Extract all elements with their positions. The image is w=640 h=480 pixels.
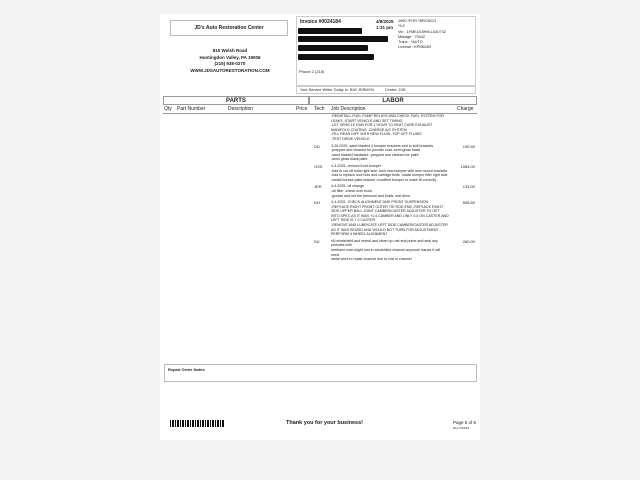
labor-job bbox=[331, 184, 449, 198]
col-description: Description bbox=[228, 106, 254, 112]
job-line: -install license plate bracket -modified bumper to make fit correctly bbox=[331, 177, 437, 182]
labor-job bbox=[331, 200, 449, 237]
shop-city: Huntingdon Valley, PA 19006 bbox=[199, 54, 261, 60]
job-line: -REPLACE RIGHT FRONT OUTER TIE ROD END -REPLACE RIGHT SIDE UPPER BALL JOINT CAMBER/CASTER ADJUSTER TO GET INTO SPEC AS IT WAS +1.4 CAMBER AND ONLY 0.5 ON CASTER AND LEFT SIDE IS 7.2 CASTER bbox=[331, 204, 449, 223]
service-writer: Your Service Writer Today Is: RAY JERMYN bbox=[300, 88, 374, 92]
redaction-bar bbox=[298, 54, 374, 60]
col-charge: Charge bbox=[457, 106, 474, 112]
job-tech: GSS bbox=[314, 164, 323, 169]
col-part-number: Part Number bbox=[177, 106, 206, 112]
invoice-time: 1:31 pm bbox=[376, 25, 394, 30]
job-charge: 260.00 bbox=[462, 239, 475, 244]
col-price: Price bbox=[296, 106, 308, 112]
job-tech: SU bbox=[314, 239, 320, 244]
labor-job bbox=[331, 114, 449, 142]
redaction-bar bbox=[298, 28, 362, 34]
job-line: 4-4-2025 -CHECK ALIGNMENT AND FRONT SUSPENSION bbox=[331, 200, 429, 205]
labor-job bbox=[331, 239, 449, 262]
job-line: -sand blasted hardware -prepped and cleaned for paint bbox=[331, 152, 419, 157]
vehicle-title: 1990 *FOR *BRONCO bbox=[398, 19, 437, 23]
col-qty: Qty bbox=[164, 106, 172, 112]
col-tech: Tech bbox=[314, 106, 325, 112]
labor-header: LABOR bbox=[309, 96, 477, 105]
shop-name: JD's Auto Restoration Center bbox=[170, 20, 288, 36]
service-writer-row bbox=[296, 86, 476, 94]
page-number-block bbox=[453, 420, 476, 431]
shop-address: 810 Welsh Road bbox=[212, 48, 248, 53]
job-line: 4-3-2025 -remove front bumper bbox=[331, 163, 381, 168]
job-tech: JER bbox=[314, 184, 322, 189]
invoice-datetime bbox=[376, 19, 394, 31]
job-line: -REMOVE AND LUBRICATE LEFT SIDE CAMBER/CASTER ADJUSTER AS IT WAS SEIZED AND WOULD NOT TURN FOR ADJUSTMENT -PERFORM 4 WHEEL ALIGNMENT bbox=[331, 223, 448, 237]
barcode bbox=[170, 420, 224, 427]
job-line: metal work to repair channel due to rust in channel bbox=[331, 257, 412, 262]
job-charge: 195.50 bbox=[462, 144, 475, 149]
shop-website: WWW.JDSAUTORESTORATION.COM bbox=[190, 67, 270, 73]
job-line: -had to cut off bolts right side -built new bumper with new mount brackets bbox=[331, 168, 448, 173]
vehicle-trans: Trans : *AUTO bbox=[398, 40, 423, 45]
job-line: -grease and set tire pressure and fluids -test drive bbox=[331, 193, 411, 198]
labor-job bbox=[331, 144, 449, 162]
job-line: -had to replace lock nuts and carriage bolts -install bumper filler right side bbox=[331, 173, 448, 178]
labor-job-list bbox=[331, 114, 449, 264]
job-line: -oil filter -check over truck bbox=[331, 188, 372, 193]
revision: Rev 3/19/19 bbox=[453, 425, 470, 430]
job-line: -FILL REAR DIFF WITH NEW FLUID -TOP OFF FLUIDS bbox=[331, 132, 422, 137]
invoice-date: 4/9/2025 bbox=[376, 19, 394, 24]
vehicle-engine: *5.0 bbox=[398, 24, 405, 29]
vehicle-mileage: Mileage : 70442 bbox=[398, 34, 426, 39]
labor-job bbox=[331, 164, 449, 182]
job-tech: DD bbox=[314, 144, 320, 149]
col-job-description: Job Description bbox=[331, 106, 366, 112]
job-line: 4-4-2025 -oil change bbox=[331, 184, 364, 189]
shop-address-block bbox=[180, 48, 280, 74]
job-line: -semi gloss black paint bbox=[331, 157, 368, 162]
service-center: Center: JOE bbox=[384, 88, 406, 92]
job-line: r&i windshield and reseal and clean up rust and prime and seal any pinholes with bbox=[331, 238, 438, 248]
repair-order-notes: Repair Order Notes bbox=[164, 364, 477, 382]
vehicle-info bbox=[398, 19, 476, 51]
job-charge: 598.50 bbox=[462, 200, 475, 205]
job-line: -TEST DRIVE VEHICLE bbox=[331, 136, 370, 141]
shop-phone: (215) 938-0270 bbox=[214, 61, 246, 66]
vehicle-vin: Vin : 1FMEU15H9LLA40732 bbox=[398, 29, 446, 34]
job-line: -REINSTALL FUEL PUMP RELAYS AND CHECK FUEL SYSTEM FOR LEAKS -START VEHICLE AND SET TIMING bbox=[331, 114, 445, 123]
invoice-number: Invoice #0024184 bbox=[300, 19, 341, 25]
page-number: Page 5 of 6 bbox=[453, 420, 477, 425]
parts-header: PARTS bbox=[163, 96, 309, 105]
redaction-bar bbox=[298, 45, 368, 51]
thank-you-message: Thank you for your business! bbox=[286, 420, 364, 426]
job-charge: 1084.00 bbox=[460, 164, 475, 169]
vehicle-license: License : KPM6269 bbox=[398, 45, 431, 50]
job-tech: DH bbox=[314, 200, 320, 205]
redaction-bar bbox=[298, 36, 388, 42]
job-line: urethane note-slight rust in windshield channel-anymore issues it will need bbox=[331, 248, 441, 257]
customer-phone2: Phone 2 (215) bbox=[299, 69, 325, 74]
job-line: -prepped and cleaned for powder coat -semi gloss black bbox=[331, 148, 421, 153]
job-line: 3-29-2025 -sand blasted 4 bumper brackets and to bolt brackets bbox=[331, 143, 434, 148]
job-charge: 133.00 bbox=[462, 184, 475, 189]
job-line: -LET VEHICLE RUN FOR 1 HOUR TO HEAT CURE EXHAUST MANIFOLD COATING -CHARGE A/C SYSTEM bbox=[331, 123, 433, 132]
